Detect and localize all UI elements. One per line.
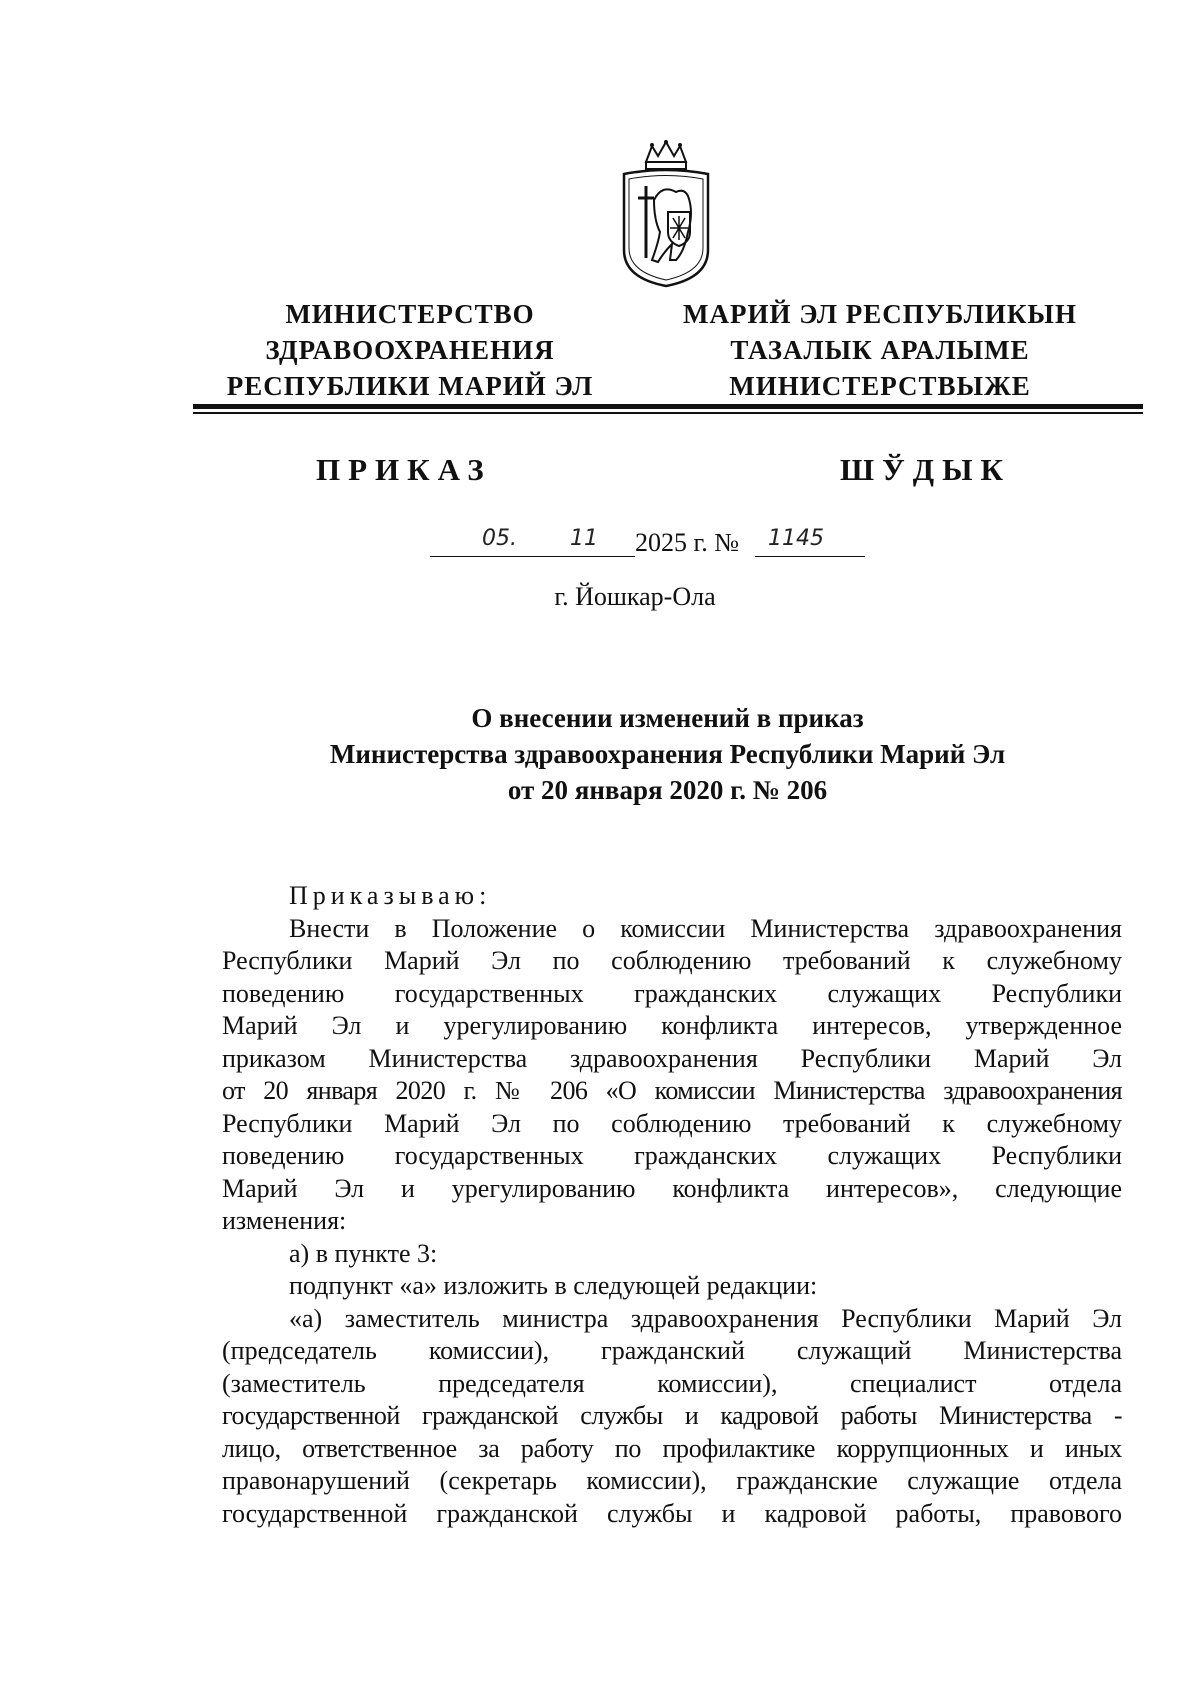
header-divider-thin [193, 412, 1143, 414]
ministry-name-russian [210, 296, 610, 404]
order-date-line [430, 524, 950, 564]
body-line: (председатель комиссии), гражданский служащий Министерства [222, 1336, 1122, 1365]
order-title-russian: ПРИКАЗ [316, 452, 492, 487]
body-line: (заместитель председателя комиссии), специалист отдела [222, 1368, 1122, 1398]
body-line: поведению государственных гражданских служащих Республики [222, 978, 1122, 1008]
city-name: г. Йошкар-Ола [554, 582, 716, 611]
body-line: изменения: [222, 1206, 347, 1235]
header-right-line-1: МАРИЙ ЭЛ РЕСПУБЛИКЫН [683, 299, 1077, 329]
document-body [222, 880, 1122, 1530]
header-left-line-2: ЗДРАВООХРАНЕНИЯ [265, 335, 555, 365]
body-line: поведению государственных гражданских служащих Республики [222, 1141, 1122, 1170]
coat-of-arms-emblem [618, 140, 714, 288]
header-divider-thick [193, 404, 1143, 409]
document-title [200, 700, 1135, 808]
date-blank [430, 556, 635, 557]
body-line: подпункт «а» изложить в следующей редакции: [289, 1271, 818, 1300]
order-title-mari: ШЎДЫК [840, 452, 1012, 487]
ministry-name-mari [660, 296, 1100, 404]
handwritten-day: 05. [482, 526, 517, 551]
header-right-line-2: ТАЗАЛЫК АРАЛЫМЕ [730, 335, 1030, 365]
body-line: государственной гражданской службы и кадровой работы Министерства - [222, 1401, 1122, 1430]
handwritten-order-number: 1145 [768, 526, 824, 551]
header-left-line-3: РЕСПУБЛИКИ МАРИЙ ЭЛ [226, 371, 594, 401]
header-left-line-1: МИНИСТЕРСТВО [285, 299, 535, 329]
body-line: Республики Марий Эл по соблюдению требований к служебному [222, 946, 1122, 975]
handwritten-month: 11 [570, 526, 598, 551]
body-line: лицо, ответственное за работу по профилактике коррупционных и иных [222, 1433, 1122, 1463]
body-line: приказом Министерства здравоохранения Республики Марий Эл [222, 1043, 1122, 1073]
title-line-1: О внесении изменений в приказ [471, 703, 864, 733]
body-line: правонарушений (секретарь комиссии), гражданские служащие отдела [222, 1466, 1122, 1495]
body-line: Марий Эл и урегулированию конфликта интересов», следующие [222, 1173, 1122, 1203]
body-line: от 20 января 2020 г. № 206 «О комиссии Министерства здравоохранения [222, 1076, 1122, 1105]
title-line-3: от 20 января 2020 г. № 206 [507, 775, 828, 805]
body-line: Марий Эл и урегулированию конфликта интересов, утвержденное [222, 1011, 1122, 1040]
body-line: «а) заместитель министра здравоохранения Республики Марий Эл [289, 1303, 1122, 1333]
body-line: Республики Марий Эл по соблюдению требований к служебному [222, 1108, 1122, 1138]
number-blank [755, 556, 865, 557]
body-line: Внести в Положение о комиссии Министерства здравоохранения [289, 913, 1122, 943]
body-line: государственной гражданской службы и кадровой работы, правового [222, 1498, 1122, 1528]
header-right-line-3: МИНИСТЕРСТВЫЖЕ [729, 371, 1031, 401]
title-line-2: Министерства здравоохранения Республики Марий Эл [329, 739, 1006, 769]
order-directive: Приказываю: [289, 881, 492, 910]
date-year-label: 2025 г. № [635, 528, 740, 557]
body-line: а) в пункте 3: [289, 1238, 438, 1268]
